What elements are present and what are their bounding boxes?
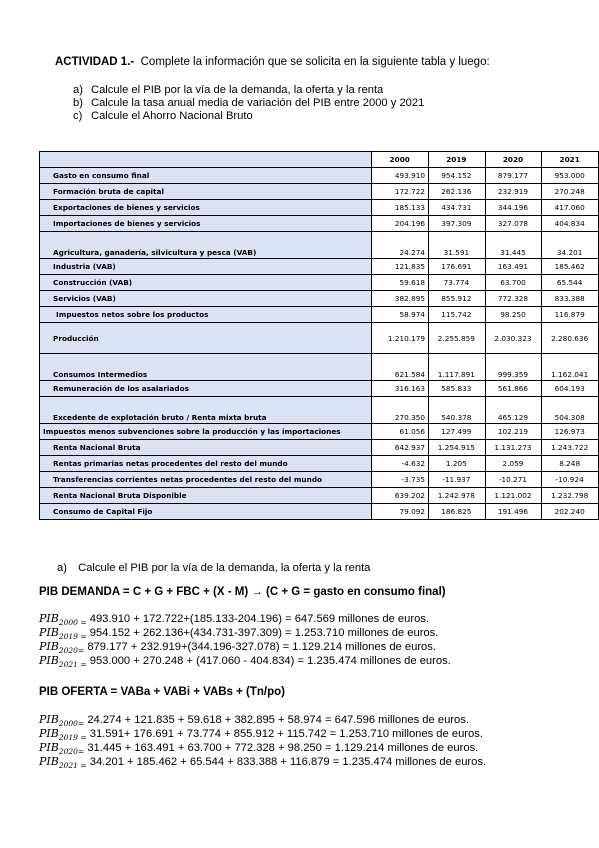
year-header: 2000 [372,152,429,168]
row-label: Producción [40,323,372,354]
value-cell: -11.937 [429,472,486,488]
equation-line [39,755,486,770]
table-row [40,200,599,216]
activity-label: ACTIVIDAD 1.- [55,56,135,68]
value-cell: 191.496 [485,504,542,520]
activity-instruction: Complete la información que se solicita en la siguiente tabla y luego: [140,56,490,68]
value-cell: 465.129 [485,397,542,424]
value-cell: 232.919 [485,184,542,200]
row-label: Renta Nacional Bruta [40,440,372,456]
row-label: Transferencias corrientes netas procedentes del resto del mundo [40,472,372,488]
answer-subtitle [57,562,370,574]
value-cell: 493.910 [372,168,429,184]
value-cell: 2.255.859 [429,323,486,354]
value-cell: 879.177 [485,168,542,184]
table-row [40,232,599,259]
table-row [40,397,599,424]
value-cell: 186.825 [429,504,486,520]
equation-line [39,612,429,627]
year-subscript: 2021 = [58,761,87,771]
value-cell: 127.499 [429,424,486,440]
value-cell: 316.163 [372,381,429,397]
equation-expression: 34.201 + 185.462 + 65.544 + 833.388 + 116.879 = 1.235.474 millones de euros. [89,756,487,768]
table-header-row [40,152,599,168]
value-cell: 34.201 [542,232,599,259]
header-empty-cell [40,152,372,168]
value-cell: 540.378 [429,397,486,424]
equation-line [39,626,438,641]
value-cell: 270.350 [372,397,429,424]
year-subscript: 2000 = [58,618,87,628]
value-cell: 1.205 [429,456,486,472]
value-cell: 2.059 [485,456,542,472]
pib-symbol: PIB [39,713,59,726]
macro-data-table [39,151,599,520]
value-cell: 115.742 [429,307,486,323]
value-cell: 382.895 [372,291,429,307]
value-cell: 1.121.002 [485,488,542,504]
table-row [40,440,599,456]
activity-title [55,56,490,68]
value-cell: 98.250 [485,307,542,323]
pib-symbol: PIB [39,626,59,639]
value-cell: 116.879 [542,307,599,323]
task-letter: c) [73,110,83,122]
equation-expression: 31.591+ 176.691 + 73.774 + 855.912 + 115.742 = 1.253.710 millones de euros. [89,728,483,740]
table-row [40,168,599,184]
table-row [40,424,599,440]
value-cell: -10.271 [485,472,542,488]
pib-symbol: PIB [39,612,59,625]
value-cell: 1.162.041 [542,354,599,381]
equation-line [39,640,436,655]
year-subscript: 2000= [58,719,85,729]
pib-symbol: PIB [39,640,59,653]
table-row [40,291,599,307]
value-cell: 621.584 [372,354,429,381]
row-label: Renta Nacional Bruta Disponible [40,488,372,504]
table-row [40,488,599,504]
table-row [40,323,599,354]
row-label: Servicios (VAB) [40,291,372,307]
task-text: Calcule el Ahorro Nacional Bruto [91,110,253,122]
table-row [40,472,599,488]
equation-expression: 31.445 + 163.491 + 63.700 + 772.328 + 98.250 = 1.129.214 millones de euros. [87,742,479,754]
value-cell: 8.248 [542,456,599,472]
table-row [40,259,599,275]
value-cell: 270.248 [542,184,599,200]
year-subscript: 2020= [58,646,85,656]
demand-heading: PIB DEMANDA = C + G + FBC + (X - M) → (C + G = gasto en consumo final) [39,586,446,598]
task-letter: b) [73,97,83,109]
row-label: Rentas primarias netas procedentes del resto del mundo [40,456,372,472]
task-text: Calcule el PIB por la vía de la demanda, la oferta y la renta [91,84,384,96]
row-label: Agricultura, ganadería, silvicultura y pesca (VAB) [40,232,372,259]
value-cell: 404.834 [542,216,599,232]
row-label: Impuestos menos subvenciones sobre la producción y las importaciones [40,424,372,440]
task-list [73,84,424,123]
equation-expression: 24.274 + 121.835 + 59.618 + 382.895 + 58.974 = 647.596 millones de euros. [87,714,469,726]
value-cell: 24.274 [372,232,429,259]
task-letter: a) [73,84,83,96]
value-cell: 561.866 [485,381,542,397]
row-label: Consumos Intermedios [40,354,372,381]
year-header: 2019 [429,152,486,168]
pib-symbol: PIB [39,755,59,768]
year-subscript: 2019 = [58,632,87,642]
value-cell: 79.092 [372,504,429,520]
value-cell: 1.210.179 [372,323,429,354]
value-cell: 397.309 [429,216,486,232]
value-cell: 1.254.915 [429,440,486,456]
value-cell: 954.152 [429,168,486,184]
value-cell: 262.136 [429,184,486,200]
table-row [40,184,599,200]
value-cell: 2.280.636 [542,323,599,354]
value-cell: 953.000 [542,168,599,184]
value-cell: 833.388 [542,291,599,307]
equation-line [39,741,478,756]
value-cell: 1.117.891 [429,354,486,381]
table-row [40,275,599,291]
row-label: Excedente de explotación bruto / Renta mixta bruta [40,397,372,424]
value-cell: 1.242.978 [429,488,486,504]
value-cell: 176.691 [429,259,486,275]
table-row [40,504,599,520]
table-row [40,307,599,323]
value-cell: -3.735 [372,472,429,488]
value-cell: 1.131.273 [485,440,542,456]
value-cell: 639.202 [372,488,429,504]
value-cell: 185.133 [372,200,429,216]
row-label: Formación bruta de capital [40,184,372,200]
value-cell: 172.722 [372,184,429,200]
year-subscript: 2020= [58,747,85,757]
row-label: Industria (VAB) [40,259,372,275]
value-cell: 772.328 [485,291,542,307]
table-row [40,381,599,397]
value-cell: 126.973 [542,424,599,440]
value-cell: 61.056 [372,424,429,440]
pib-symbol: PIB [39,727,59,740]
equation-line [39,713,469,728]
value-cell: 65.544 [542,275,599,291]
value-cell: 202.240 [542,504,599,520]
row-label: Impuestos netos sobre los productos [40,307,372,323]
value-cell: 58.974 [372,307,429,323]
equation-line [39,654,451,669]
value-cell: 999.359 [485,354,542,381]
equation-expression: 493.910 + 172.722+(185.133-204.196) = 647.569 millones de euros. [89,613,430,625]
value-cell: 434.731 [429,200,486,216]
pib-symbol: PIB [39,654,59,667]
value-cell: 31.591 [429,232,486,259]
equation-line [39,727,483,742]
row-label: Construcción (VAB) [40,275,372,291]
row-label: Importaciones de bienes y servicios [40,216,372,232]
value-cell: 59.618 [372,275,429,291]
value-cell: 163.491 [485,259,542,275]
value-cell: 855.912 [429,291,486,307]
table-row [40,216,599,232]
table-row [40,456,599,472]
row-label: Remuneración de los asalariados [40,381,372,397]
value-cell: 185.462 [542,259,599,275]
row-label: Consumo de Capital Fijo [40,504,372,520]
value-cell: 31.445 [485,232,542,259]
value-cell: 585.833 [429,381,486,397]
value-cell: 204.196 [372,216,429,232]
pib-symbol: PIB [39,741,59,754]
task-text: Calcule la tasa anual media de variación del PIB entre 2000 y 2021 [91,97,425,109]
value-cell: 102.219 [485,424,542,440]
value-cell: 504.308 [542,397,599,424]
value-cell: 73.774 [429,275,486,291]
task-item [73,97,424,110]
equation-expression: 954.152 + 262.136+(434.731-397.309) = 1.253.710 millones de euros. [89,627,439,639]
value-cell: 1.232.798 [542,488,599,504]
equation-expression: 879.177 + 232.919+(344.196-327.078) = 1.129.214 millones de euros. [87,641,436,653]
equation-expression: 953.000 + 270.248 + (417.060 - 404.834) = 1.235.474 millones de euros. [89,655,451,667]
supply-heading: PIB OFERTA = VABa + VABi + VABs + (Tn/po) [39,686,286,698]
value-cell: 604.193 [542,381,599,397]
value-cell: 327.078 [485,216,542,232]
value-cell: 1.243.722 [542,440,599,456]
value-cell: 642.937 [372,440,429,456]
year-subscript: 2021 = [58,660,87,670]
row-label: Gasto en consumo final [40,168,372,184]
answer-subtitle-text: Calcule el PIB por la vía de la demanda, la oferta y la renta [78,562,371,574]
task-item [73,110,424,123]
value-cell: 417.060 [542,200,599,216]
value-cell: -10.924 [542,472,599,488]
table-row [40,354,599,381]
year-header: 2021 [542,152,599,168]
year-header: 2020 [485,152,542,168]
answer-letter: a) [57,562,67,574]
value-cell: -4.632 [372,456,429,472]
task-item [73,84,424,97]
year-subscript: 2019 = [58,733,87,743]
value-cell: 2.030.323 [485,323,542,354]
value-cell: 121.835 [372,259,429,275]
value-cell: 63.700 [485,275,542,291]
row-label: Exportaciones de bienes y servicios [40,200,372,216]
value-cell: 344.196 [485,200,542,216]
